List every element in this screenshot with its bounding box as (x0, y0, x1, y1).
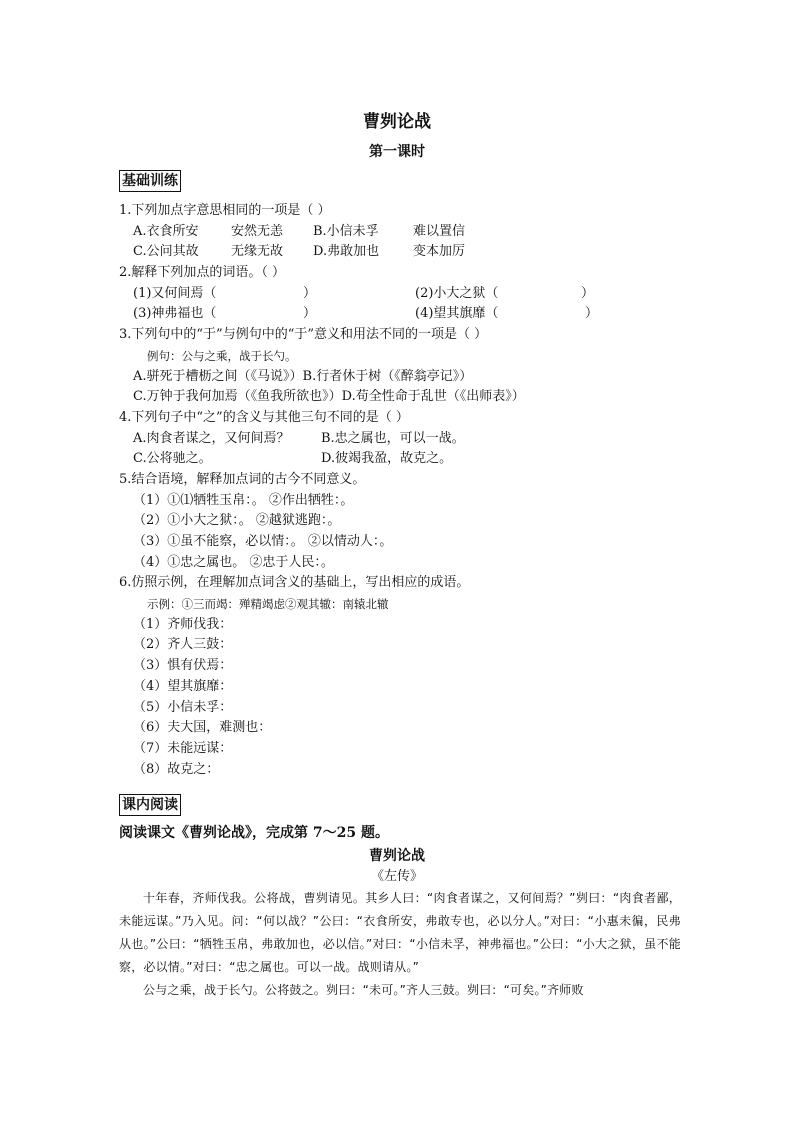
q6-item-7: （7）未能远谋： (133, 740, 233, 756)
question-6-example: 示例：①三而竭：殚精竭虑②观其辙：南辕北辙 (147, 597, 389, 612)
q6-item-6: （6）夫大国，难测也： (133, 720, 272, 736)
question-4: 4.下列句子中“之”的含义与其他三句不同的是（ ） (119, 409, 409, 425)
question-2-row-2 (119, 304, 689, 325)
question-2: 2.解释下列加点的词语。（ ） (119, 265, 286, 281)
basic-questions (119, 201, 689, 780)
q2-item-4-end: ） (585, 306, 599, 322)
q2-item-3-end: ） (303, 306, 317, 322)
option-c: C.公问其故 (133, 244, 199, 260)
question-3: 3.下列句中的“于”与例句中的“于”意义和用法不同的一项是（ ） (119, 327, 488, 343)
question-3-options-cd: C.万钟于我何加焉（《鱼我所欲也》）D.苟全性命于乱世（《出师表》） (133, 389, 525, 405)
q2-item-2-end: ） (581, 285, 595, 301)
question-1-options-ab (119, 222, 689, 243)
option-a: A.衣食所安 (133, 223, 199, 239)
q6-item-3: （3）惧有伏焉： (133, 658, 233, 674)
q5-item-1: （1）①⑴牺牲玉帛：。 ②作出牺牲：。 (133, 492, 354, 508)
q4-option-a: A.肉食者谋之，又何间焉？ (133, 430, 290, 446)
q4-option-c: C.公将驰之。 (133, 451, 212, 467)
passage-title: 曹刿论战 (369, 848, 425, 864)
q6-item-5: （5）小信未孚： (133, 699, 233, 715)
q5-item-3: （3）①虽不能察，必以情：。 ②以情动人：。 (133, 534, 393, 549)
q2-item-1: (1)又何间焉（ (133, 285, 217, 301)
page-subtitle: 第一课时 (369, 144, 425, 160)
section-heading-reading: 课内阅读 (119, 794, 181, 816)
question-6: 6.仿照示例，在理解加点词含义的基础上，写出相应的成语。 (119, 575, 470, 591)
question-5: 5.结合语境，解释加点词的古今不同意义。 (119, 471, 366, 487)
option-d-word: 变本加厉 (413, 244, 466, 260)
section-heading-basic: 基础训练 (119, 170, 181, 192)
question-3-example: 例句：公与之乘，战于长勺。 (147, 348, 297, 363)
page-title: 曹刿论战 (363, 112, 431, 132)
q2-item-4: (4)望其旗靡（ (415, 306, 499, 322)
passage-text (119, 887, 681, 1002)
passage-paragraph-1: 十年春，齐师伐我。公将战，曹刿请见。其乡人曰：“肉食者谋之，又何间焉？”刿曰：“肉食者鄙，未能远谋。”乃入见。问：“何以战？”公曰：“衣食所安，弗敢专也，必以分人。”对曰：“小惠未徧，民弗从也。”公曰：“牺牲玉帛，弗敢加也，必以信。”对曰：“小信未孚，神弗福也。”公曰：“小大之狱，虽不能察，必以情。”对曰：“忠之属也。可以一战。战则请从。” (119, 891, 681, 974)
q2-item-2: (2)小大之狱（ (415, 285, 499, 301)
question-1: 1.下列加点字意思相同的一项是（ ） (119, 203, 331, 218)
option-d: D.弗敢加也 (313, 244, 380, 260)
q6-item-2: （2）齐人三鼓： (133, 637, 233, 653)
option-b: B.小信未孚 (313, 223, 379, 239)
question-3-options-ab: A.骈死于槽枥之间（《马说》）B.行者休于树（《醉翁亭记》） (133, 368, 473, 384)
question-4-options-ab (119, 429, 689, 450)
q6-item-4: （4）望其旗靡： (133, 678, 233, 694)
q6-item-8: （8）故克之： (133, 761, 220, 777)
q2-item-3: (3)神弗福也（ (133, 306, 217, 322)
q4-option-d: D.彼竭我盈，故克之。 (321, 451, 453, 467)
question-2-row-1 (119, 284, 689, 305)
q5-item-2: （2）①小大之狱：。 ②越狱逃跑：。 (133, 513, 341, 529)
question-1-options-cd (119, 242, 689, 263)
option-c-word: 无缘无故 (231, 244, 284, 260)
option-b-word: 难以置信 (413, 223, 466, 239)
reading-instruction: 阅读课文《曹刿论战》，完成第 7～25 题。 (119, 825, 389, 841)
q5-item-4: （4）①忠之属也。 ②忠于人民：。 (133, 554, 334, 570)
passage-source: 《左传》 (370, 869, 423, 884)
q2-item-1-end: ） (303, 285, 317, 301)
q4-option-b: B.忠之属也，可以一战。 (321, 430, 465, 446)
passage-paragraph-2: 公与之乘，战于长勺。公将鼓之。刿曰：“未可。”齐人三鼓。刿曰：“可矣。”齐师败 (143, 983, 584, 997)
question-4-options-cd (119, 449, 689, 470)
q6-item-1: （1）齐师伐我： (133, 616, 233, 632)
option-a-word: 安然无恙 (231, 223, 284, 239)
